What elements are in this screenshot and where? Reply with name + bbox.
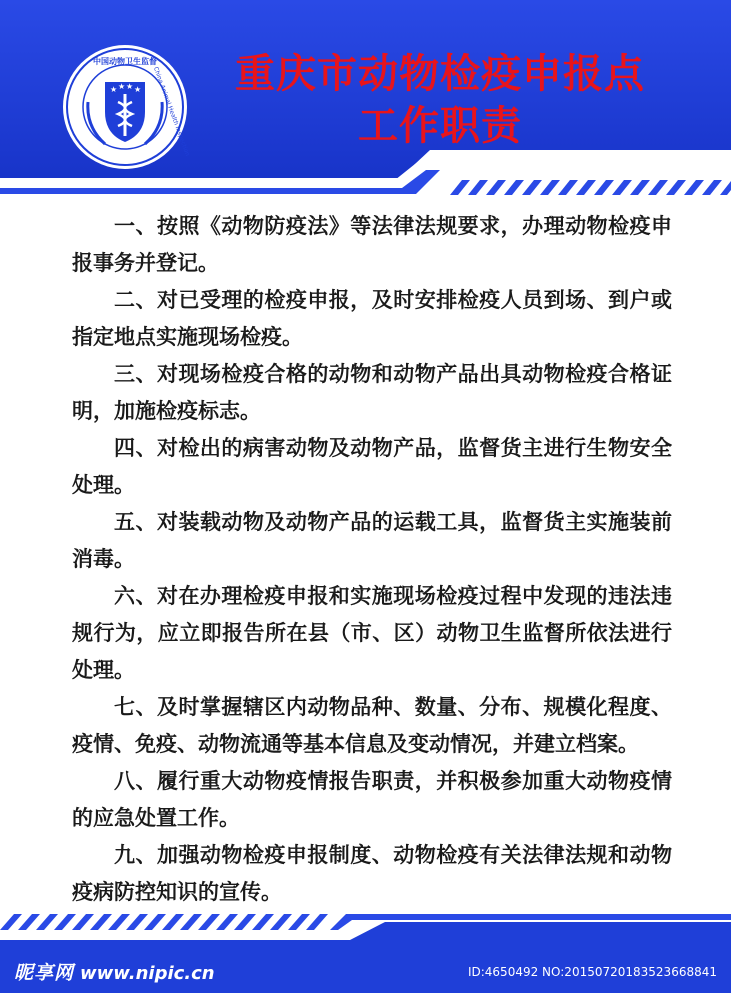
watermark-brand xyxy=(14,958,215,985)
duty-item-2: 二、对已受理的检疫申报，及时安排检疫人员到场、到户或指定地点实施现场检疫。 xyxy=(72,288,672,349)
svg-text:★: ★ xyxy=(126,82,134,91)
watermark-id: ID:4650492 NO:20150720183523668841 xyxy=(467,965,717,979)
duty-item-6: 六、对在办理检疫申报和实施现场检疫过程中发现的违法违规行为，应立即报告所在县（市、区）动物卫生监督所依法进行处理。 xyxy=(72,584,672,682)
duty-item-3: 三、对现场检疫合格的动物和动物产品出具动物检疫合格证明，加施检疫标志。 xyxy=(72,362,672,423)
duty-item-1: 一、按照《动物防疫法》等法律法规要求，办理动物检疫申报事务并登记。 xyxy=(72,214,672,275)
logo-top-text: 中国动物卫生监督 xyxy=(93,57,157,66)
page-title xyxy=(190,48,690,152)
inspection-emblem-logo xyxy=(60,42,190,172)
logo-side-text: China Animal Health Inspection xyxy=(151,65,190,158)
title-line-1: 重庆市动物检疫申报点 xyxy=(235,51,645,97)
duty-item-7: 七、及时掌握辖区内动物品种、数量、分布、规模化程度、疫情、免疫、动物流通等基本信息及变动情况，并建立档案。 xyxy=(72,695,672,756)
watermark-brand-name: 昵享网 xyxy=(14,962,75,984)
duty-item-8: 八、履行重大动物疫情报告职责，并积极参加重大动物疫情的应急处置工作。 xyxy=(72,769,672,830)
svg-text:★: ★ xyxy=(118,82,126,91)
svg-text:★: ★ xyxy=(134,85,142,94)
duty-item-9: 九、加强动物检疫申报制度、动物检疫有关法律法规和动物疫病防控知识的宣传。 xyxy=(72,843,672,904)
duties-list xyxy=(72,208,672,911)
duty-item-4: 四、对检出的病害动物及动物产品，监督货主进行生物安全处理。 xyxy=(72,436,672,497)
svg-text:★: ★ xyxy=(110,85,118,94)
duty-item-5: 五、对装载动物及动物产品的运载工具，监督货主实施装前消毒。 xyxy=(72,510,672,571)
watermark-url: www.nipic.cn xyxy=(80,963,215,984)
title-line-2: 工作职责 xyxy=(358,103,522,149)
